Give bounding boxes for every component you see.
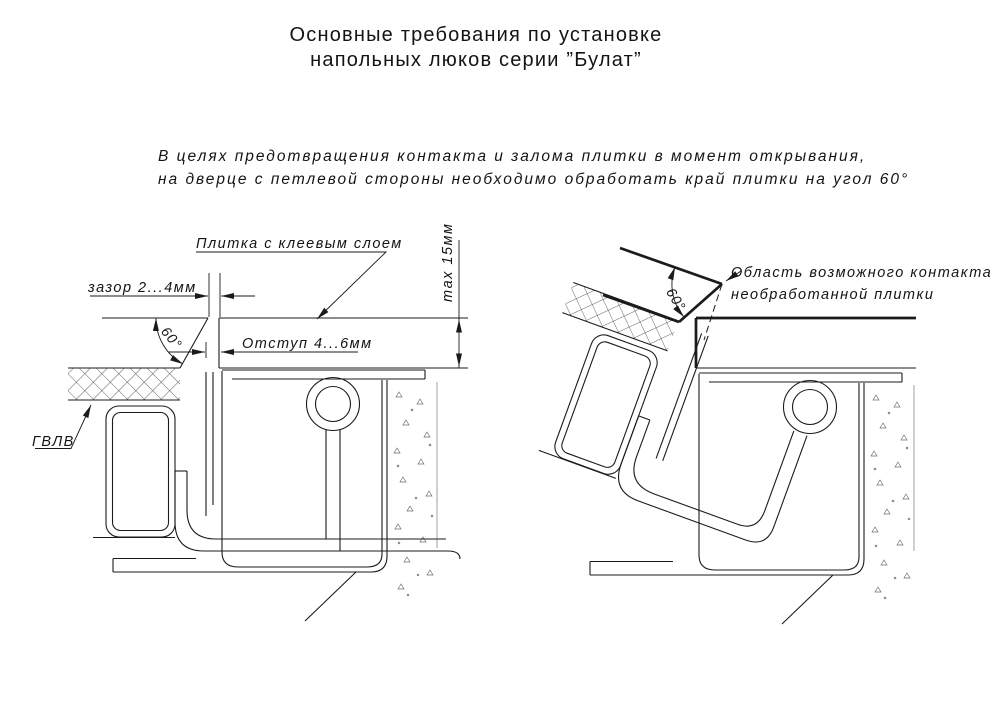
contact-leader	[726, 265, 992, 303]
concrete-hatch	[394, 382, 437, 596]
angle-dimension-left	[156, 318, 186, 364]
left-view	[32, 223, 468, 559]
angle-label-left: 60°	[157, 323, 186, 353]
dimension-max-height	[440, 223, 468, 368]
hinge-circle-outer	[307, 378, 360, 431]
right-view	[511, 248, 993, 624]
page-title-line1: Основные требования по установке	[289, 24, 663, 46]
max-height-label: max 15мм	[440, 222, 456, 302]
gvlv-hatch	[68, 369, 180, 401]
tile-leader	[196, 236, 403, 319]
hinge-circle-inner	[316, 387, 351, 422]
frame-profile	[113, 370, 437, 621]
contact-label-line2: необработанной плитки	[731, 287, 935, 303]
angle-label-right: 60°	[663, 284, 690, 314]
hinge-arm	[326, 430, 340, 551]
gvlv-label: ГВЛВ	[32, 434, 75, 450]
dimension-gap	[87, 273, 255, 317]
frame-box-inner	[222, 371, 382, 567]
note-line2: на дверце с петлевой стороны необходимо обработать край плитки на угол 60°	[158, 171, 910, 188]
offset-label: Отступ 4...6мм	[242, 336, 373, 352]
contact-label-line1: Область возможного контакта	[731, 265, 993, 281]
note-line1: В целях предотвращения контакта и залома плитки в момент открывания,	[158, 148, 867, 165]
fixed-tile-bold-edge	[696, 318, 916, 368]
angle-dimension-right	[663, 267, 689, 317]
page-title-line2: напольных люков серии ”Булат”	[310, 49, 642, 71]
gvlv-leader	[32, 405, 91, 450]
gap-label: зазор 2...4мм	[88, 280, 197, 296]
tile-leader-label: Плитка с клеевым слоем	[196, 236, 403, 252]
frame-profile-right	[590, 373, 914, 624]
door-profile-open	[511, 283, 829, 548]
dimension-offset	[168, 336, 373, 358]
break-line	[305, 572, 356, 621]
frame-flange	[222, 370, 425, 379]
bottom-bracket	[113, 559, 196, 573]
frame-box-outer	[113, 380, 387, 572]
